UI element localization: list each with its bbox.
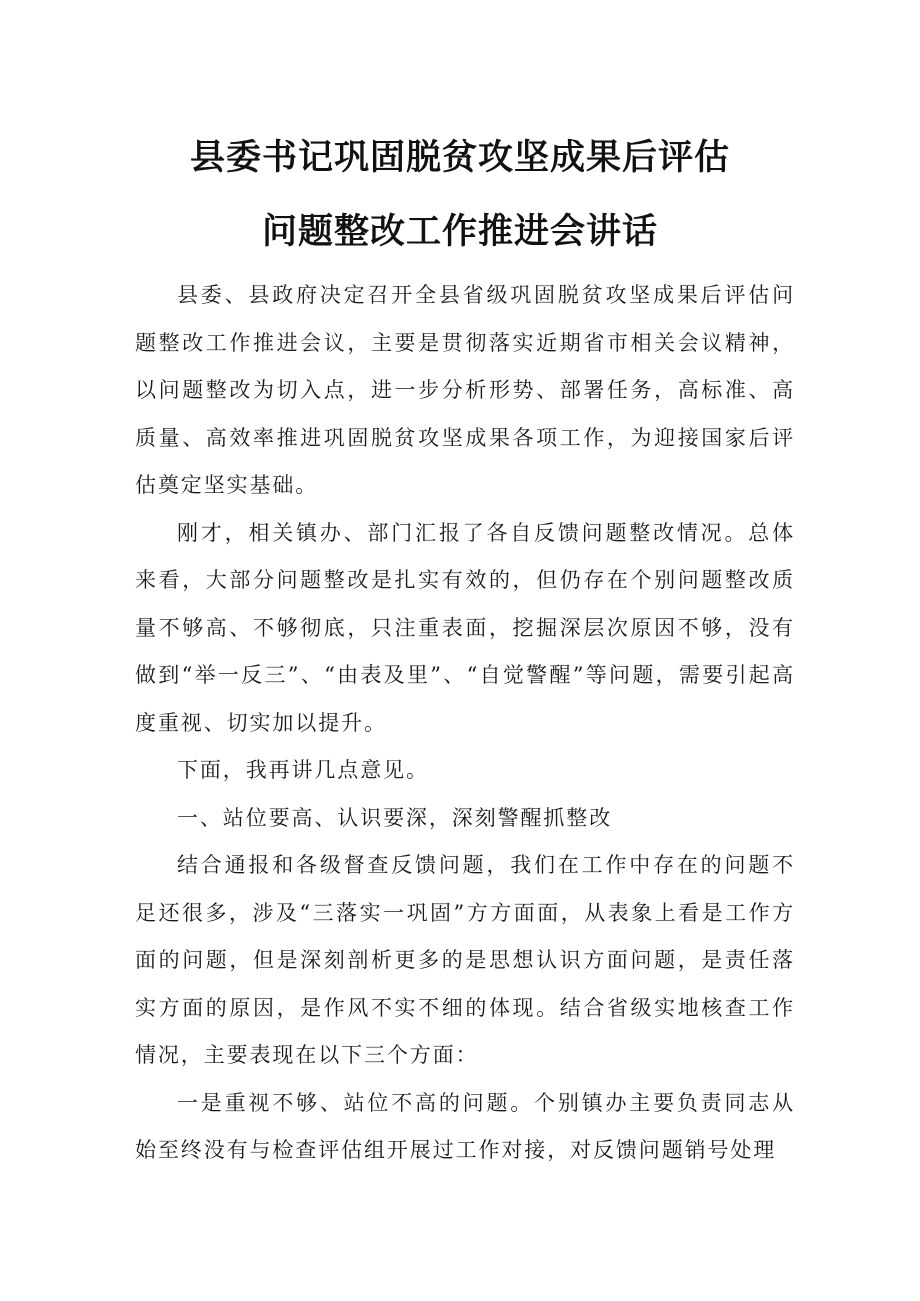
paragraph-intro: 县委、县政府决定召开全县省级巩固脱贫攻坚成果后评估问题整改工作推进会议，主要是贯彻落实近期省市相关会议精神，以问题整改为切入点，进一步分析形势、部署任务，高标准、高质量、高效率推进巩固脱贫攻坚成果各项工作，为迎接国家后评估奠定坚实基础。 bbox=[135, 283, 795, 497]
document-title-line-1: 县委书记巩固脱贫攻坚成果后评估 bbox=[189, 138, 730, 178]
document-body bbox=[135, 272, 795, 1175]
paragraph-summary: 刚才，相关镇办、部门汇报了各自反馈问题整改情况。总体来看，大部分问题整改是扎实有效的，但仍存在个别问题整改质量不够高、不够彻底，只注重表面，挖掘深层次原因不够，没有做到“举一反三”、“由表及里”、“自觉警醒”等问题，需要引起高度重视、切实加以提升。 bbox=[135, 520, 795, 735]
paragraph-transition: 下面，我再讲几点意见。 bbox=[177, 758, 429, 782]
paragraph-problems: 结合通报和各级督查反馈问题，我们在工作中存在的问题不足还很多，涉及“三落实一巩固”方方面面，从表象上看是工作方面的问题，但是深刻剖析更多的是思想认识方面问题，是责任落实方面的原因，是作风不实不细的体现。结合省级实地核查工作情况，主要表现在以下三个方面： bbox=[135, 853, 795, 1067]
section-heading-1: 一、站位要高、认识要深，深刻警醒抓整改 bbox=[177, 805, 613, 830]
document-title-line-2: 问题整改工作推进会讲话 bbox=[261, 212, 658, 252]
paragraph-point-1: 一是重视不够、站位不高的问题。个别镇办主要负责同志从始至终没有与检查评估组开展过工作对接，对反馈问题销号处理 bbox=[135, 1090, 795, 1162]
